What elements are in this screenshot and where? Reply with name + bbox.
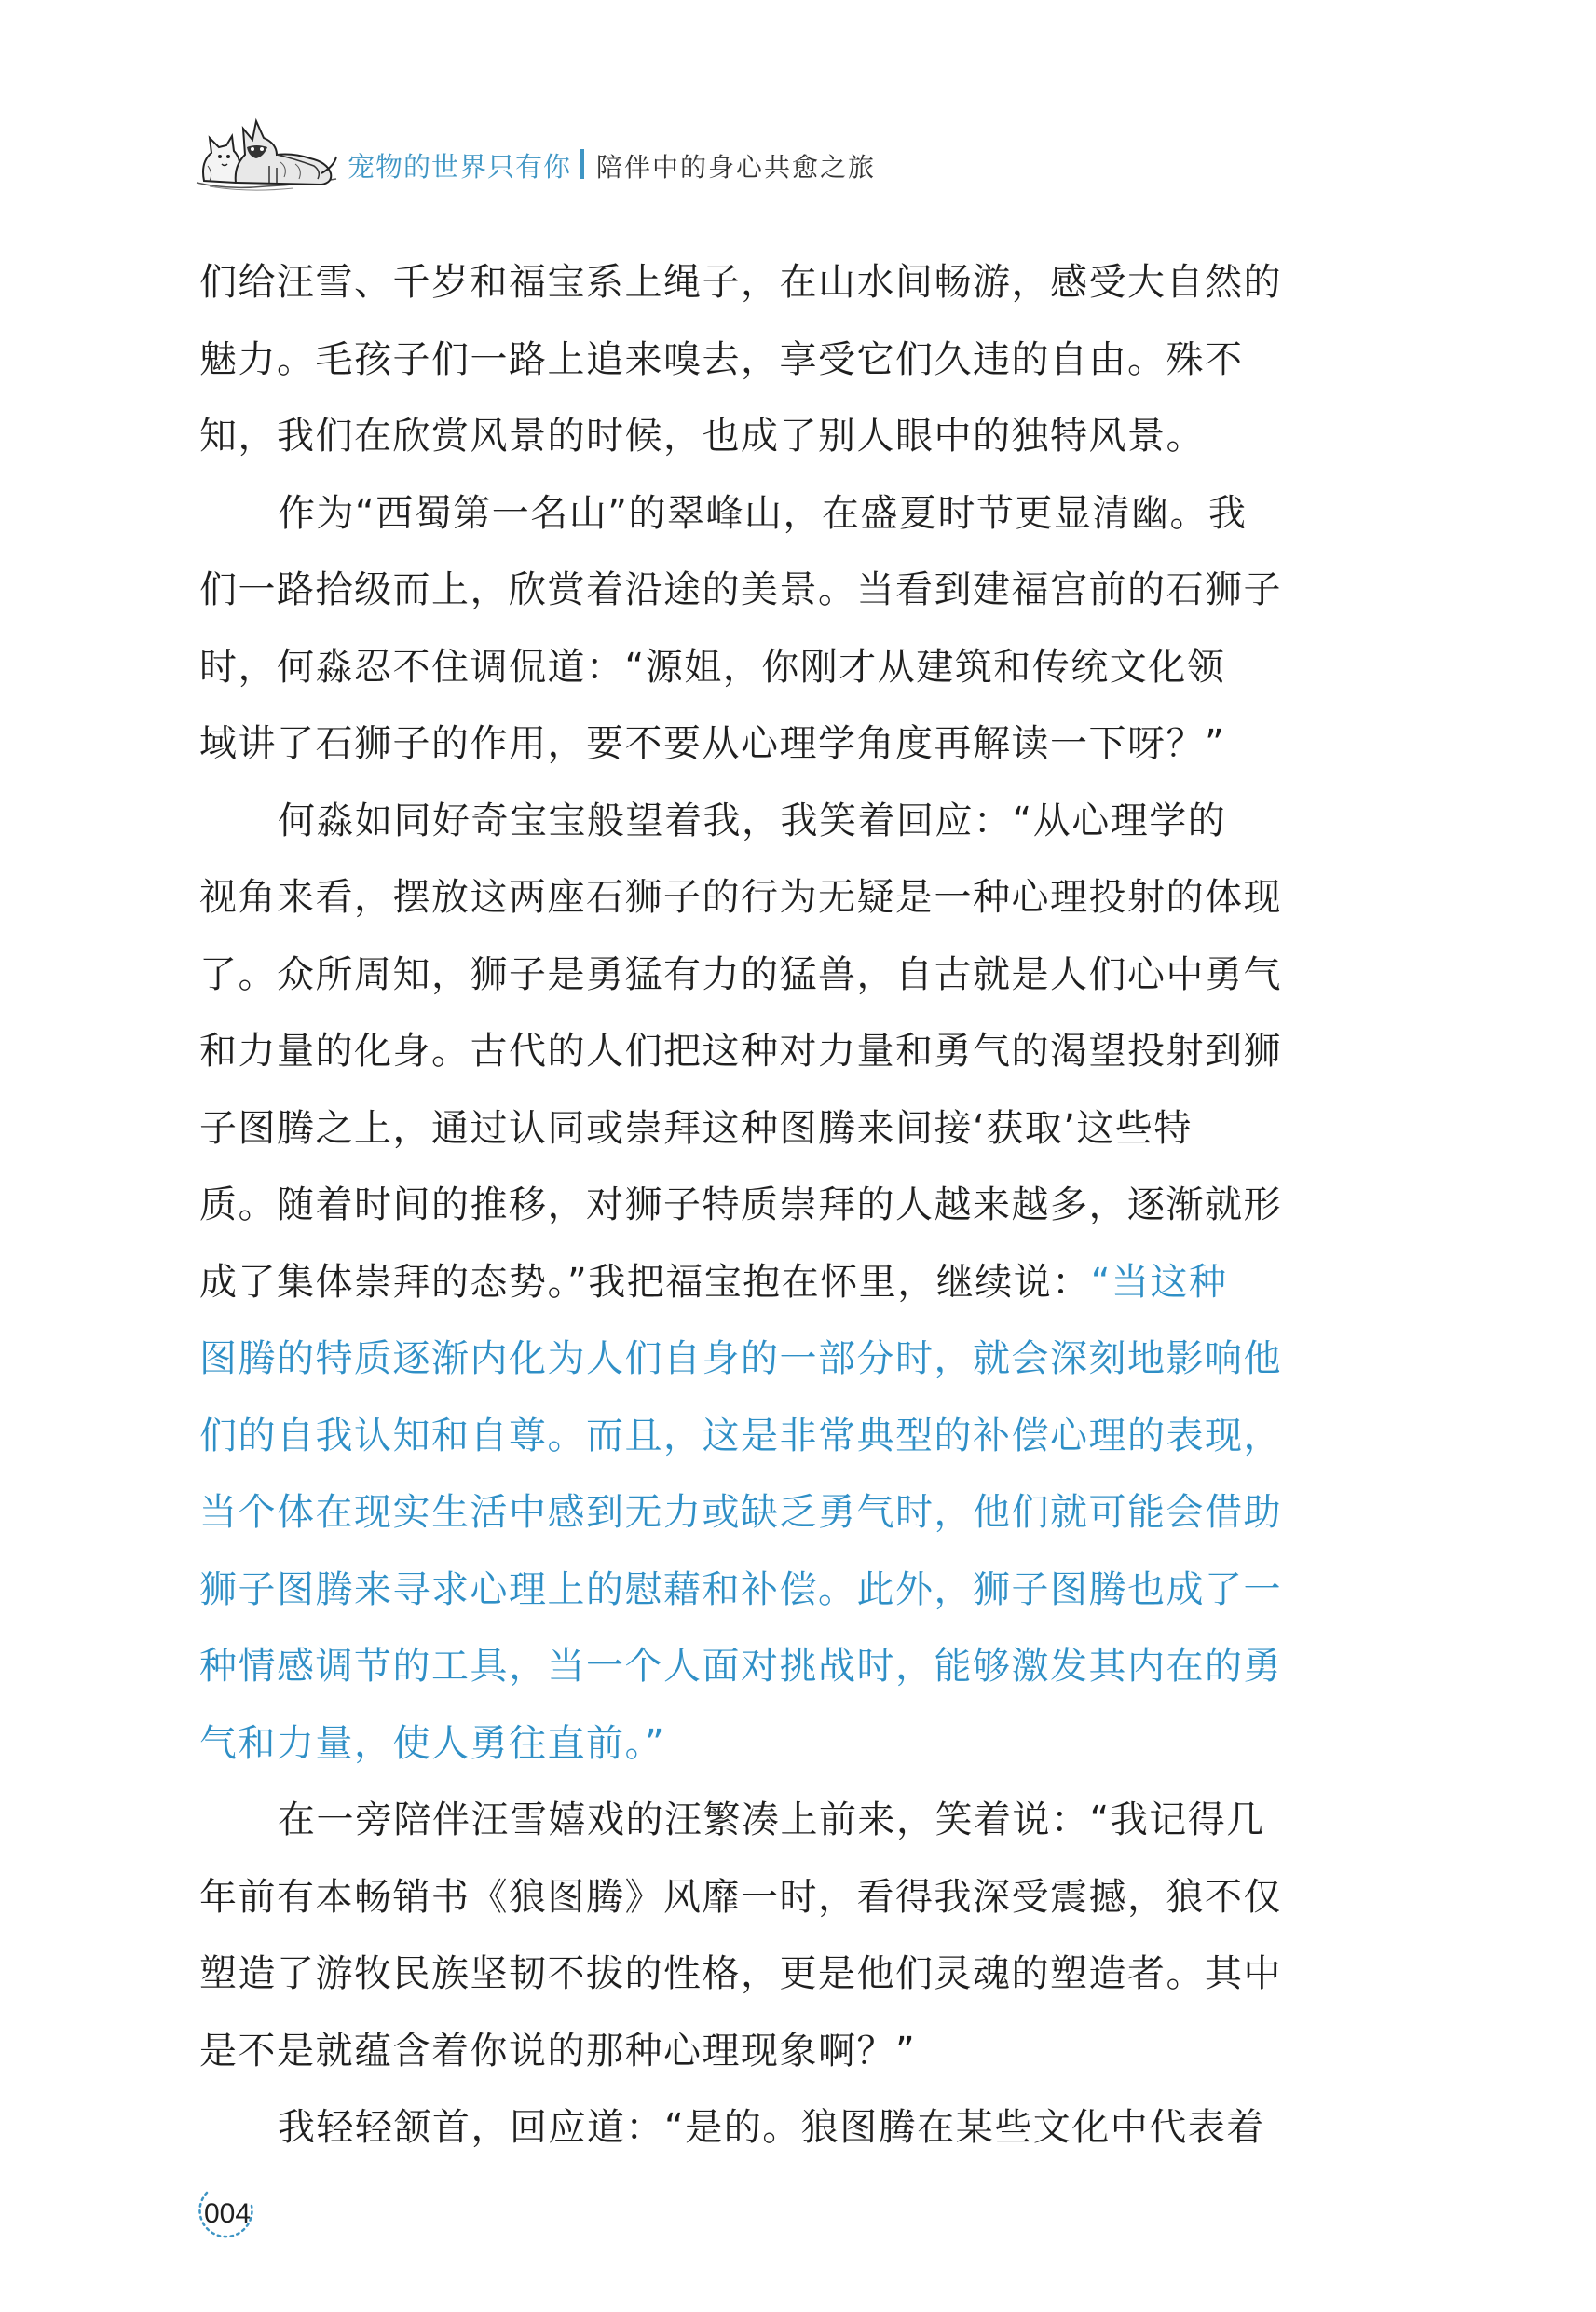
highlight-line: 图腾的特质逐渐内化为人们自身的一部分时，就会深刻地影响他 — [199, 1337, 1282, 1380]
header-subtitle: 陪伴中的身心共愈之旅 — [596, 152, 877, 183]
page-number-text: 004 — [203, 2198, 252, 2229]
header-divider — [580, 149, 584, 179]
text-line: 视角来看，摆放这两座石狮子的行为无疑是一种心理投射的体现 — [199, 876, 1282, 919]
text-line: 是不是就蕴含着你说的那种心理现象啊？” — [199, 2029, 917, 2073]
text-line: 域讲了石狮子的作用，要不要从心理学角度再解读一下呀？” — [199, 722, 1226, 765]
text-line: 我轻轻颔首，回应道：“是的。狼图腾在某些文化中代表着 — [278, 2106, 1265, 2149]
text-segment: 成了集体崇拜的态势。”我把福宝抱在怀里，继续说： — [199, 1260, 1091, 1304]
running-header — [191, 101, 899, 203]
text-line: 魅力。毛孩子们一路上追来嗅去，享受它们久违的自由。殊不 — [199, 337, 1244, 381]
text-line: 们给汪雪、千岁和福宝系上绳子，在山水间畅游，感受大自然的 — [199, 261, 1282, 304]
highlight-line: 气和力量，使人勇往直前。” — [199, 1721, 666, 1765]
highlight-segment: “当这种 — [1090, 1260, 1228, 1304]
text-line: 塑造了游牧民族坚韧不拔的性格，更是他们灵魂的塑造者。其中 — [199, 1952, 1282, 1995]
highlight-line: 当个体在现实生活中感到无力或缺乏勇气时，他们就可能会借助 — [199, 1491, 1282, 1534]
highlight-line: 狮子图腾来寻求心理上的慰藉和补偿。此外，狮子图腾也成了一 — [199, 1567, 1282, 1611]
text-line: 作为“西蜀第一名山”的翠峰山，在盛夏时节更显清幽。我 — [278, 491, 1248, 535]
highlight-line: 种情感调节的工具，当一个人面对挑战时，能够激发其内在的勇 — [199, 1645, 1282, 1688]
text-line: 知，我们在欣赏风景的时候，也成了别人眼中的独特风景。 — [199, 415, 1205, 458]
text-line: 何淼如同好奇宝宝般望着我，我笑着回应：“从心理学的 — [278, 799, 1227, 842]
text-line-mixed — [199, 1244, 1347, 1321]
text-line: 们一路拾级而上，欣赏着沿途的美景。当看到建福宫前的石狮子 — [199, 568, 1282, 611]
text-line: 和力量的化身。古代的人们把这种对力量和勇气的渴望投射到狮 — [199, 1030, 1282, 1073]
text-line: 子图腾之上，通过认同或崇拜这种图腾来间接‘获取’这些特 — [199, 1106, 1193, 1150]
text-line: 年前有本畅销书《狼图腾》风靡一时，看得我深受震撼，狼不仅 — [199, 1875, 1282, 1919]
text-line: 时，何淼忍不住调侃道：“源姐，你刚才从建筑和传统文化领 — [199, 645, 1226, 689]
text-line: 质。随着时间的推移，对狮子特质崇拜的人越来越多，逐渐就形 — [199, 1183, 1282, 1226]
header-title: 宠物的世界只有你 — [348, 151, 572, 183]
text-line: 了。众所周知，狮子是勇猛有力的猛兽，自古就是人们心中勇气 — [199, 952, 1282, 996]
body-text — [199, 244, 1347, 2167]
dogs-illustration-icon — [191, 101, 340, 203]
highlight-line: 们的自我认知和自尊。而且，这是非常典型的补偿心理的表现， — [199, 1414, 1282, 1457]
page-number — [198, 2185, 257, 2245]
text-line: 在一旁陪伴汪雪嬉戏的汪繁凑上前来，笑着说：“我记得几 — [278, 1799, 1265, 1841]
